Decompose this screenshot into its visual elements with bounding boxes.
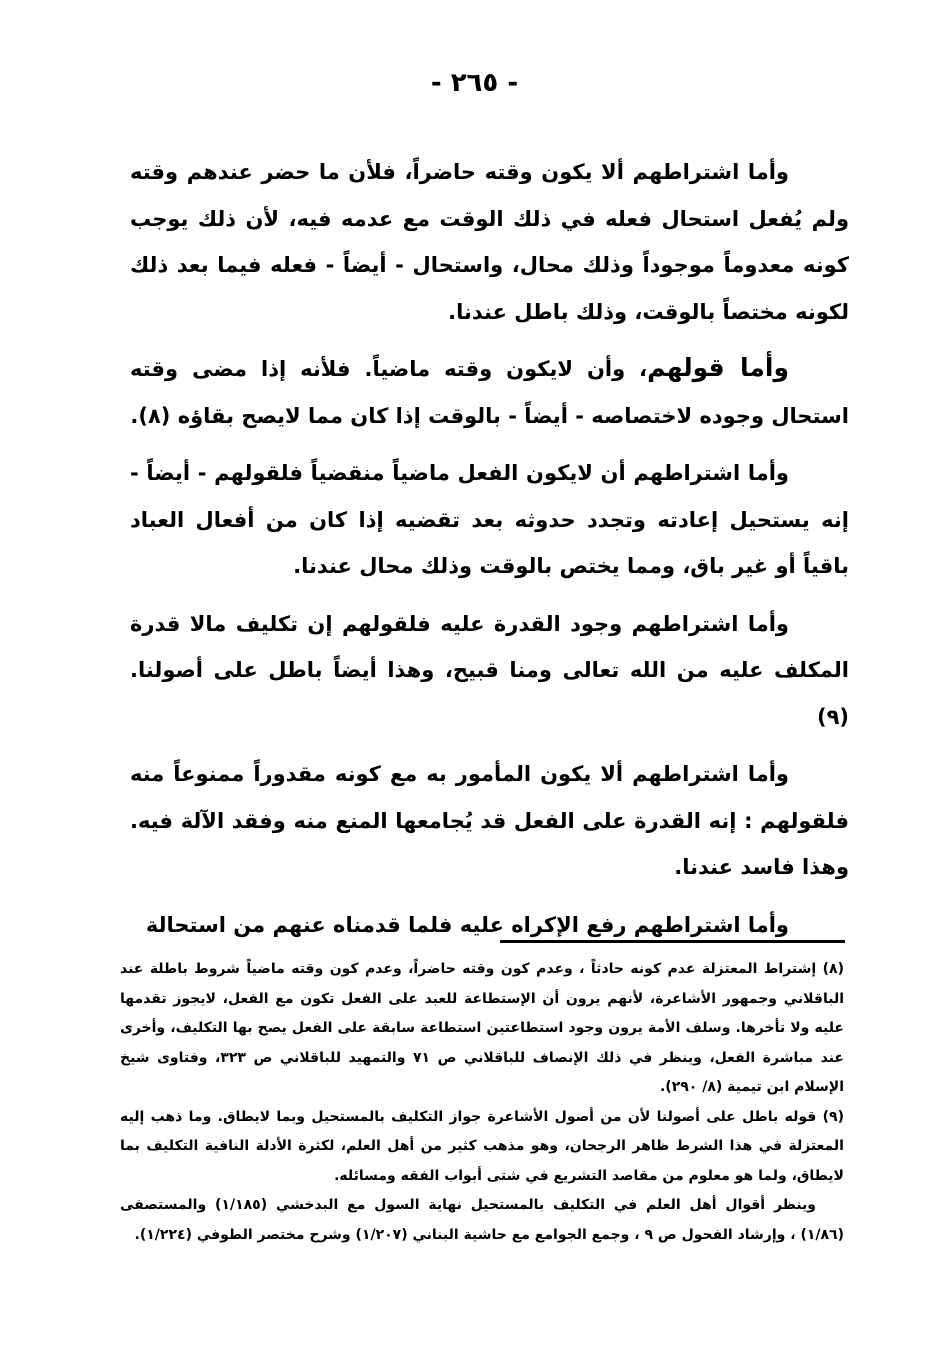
paragraph-text: وأما اشتراطهم رفع الإكراه عليه فلما قدمناه عنهم من استحالة [145,912,789,937]
paragraph-1 [130,148,849,335]
paragraph-2 [130,345,849,439]
footnote-9: (٩) قوله باطل على أصولنا لأن من أصول الأشاعرة جواز التكليف بالمستحيل وبما لايطاق. وما ذهب إليه المعتزلة في هذا الشرط ظاهر الرجحان، وهو مذهب كثير من أهل العلم، لكثرة الأدلة النافية التكليف بما لايطاق، ولما هو معلوم من مقاصد التشريع في شتى أبواب الفقه ومسائله. [120,1108,844,1184]
paragraph-3 [130,449,849,590]
footnotes [120,955,844,1250]
paragraph-text: وأما اشتراطهم وجود القدرة عليه فلقولهم إن تكليف مالا قدرة المكلف عليه من الله تعالى ومنا قبيح، وهذا أيضاً باطل على أصولنا. (٩) [130,611,849,729]
paragraph-5 [130,750,849,891]
footnote-8: (٨) إشتراط المعتزلة عدم كونه حادثاً ، وعدم كون وقته حاضراً، وعدم كون وقته ماضياً شروط باطلة عند الباقلاني وجمهور الأشاعرة، لأنهم يرون أن الإستطاعة للعبد على الفعل تكون مع الفعل، لايجوز تقدمها عليه ولا تأخرها. وسلف الأمة يرون وجود استطاعتين استطاعة سابقة على الفعل يصح بها التكليف، وأخرى عند مباشرة الفعل، وينظر في ذلك الإنصاف للباقلاني ص ٧١ والتمهيد للباقلاني ص ٣٢٣، وفتاوى شيخ الإسلام ابن تيمية (٨/ ٢٩٠). [120,961,844,1095]
paragraph-text: وأما اشتراطهم ألا يكون المأمور به مع كونه مقدوراً ممنوعاً منه فلقولهم : إنه القدرة على الفعل قد يُجامعها المنع منه وفقد الآلة فيه. وهذا فاسد عندنا. [130,762,849,879]
main-text [130,148,849,958]
footnote-9-continuation: وينظر أقوال أهل العلم في التكليف بالمستحيل نهاية السول مع البدخشي (١/١٨٥) والمستصفى (١/٨٦) ، وإرشاد الفحول ص ٩ ، وجمع الجوامع مع حاشية البناني (١/٢٠٧) وشرح مختصر الطوفي (١/٢٢٤). [120,1197,844,1243]
paragraph-4 [130,600,849,741]
page-number: - ٢٦٥ - [430,68,519,98]
paragraph-text: وأما اشتراطهم أن لايكون الفعل ماضياً منقضياً فلقولهم - أيضاً - إنه يستحيل إعادته وتجدد حدوثه بعد تقضيه إذا كان من أفعال العباد باقياً أو غير باق، ومما يختص بالوقت وذلك محال عندنا. [130,461,849,578]
paragraph-lead: وأما قولهم [647,353,789,382]
paragraph-text: وأما اشتراطهم ألا يكون وقته حاضراً، فلأن ما حضر عندهم وقته ولم يُفعل استحال فعله في ذلك الوقت مع عدمه فيه، لأن ذلك يوجب كونه معدوماً موجوداً وذلك محال، واستحال - أيضاً - فعله فيما بعد ذلك لكونه مختصاً بالوقت، وذلك باطل عندنا. [130,160,849,324]
paragraph-text: ، وأن لايكون وقته ماضياً. فلأنه إذا مضى وقته استحال وجوده لاختصاصه - أيضاً - بالوقت إذا كان مما لايصح بقاؤه (٨). [130,357,849,428]
footnote-separator [500,940,845,943]
